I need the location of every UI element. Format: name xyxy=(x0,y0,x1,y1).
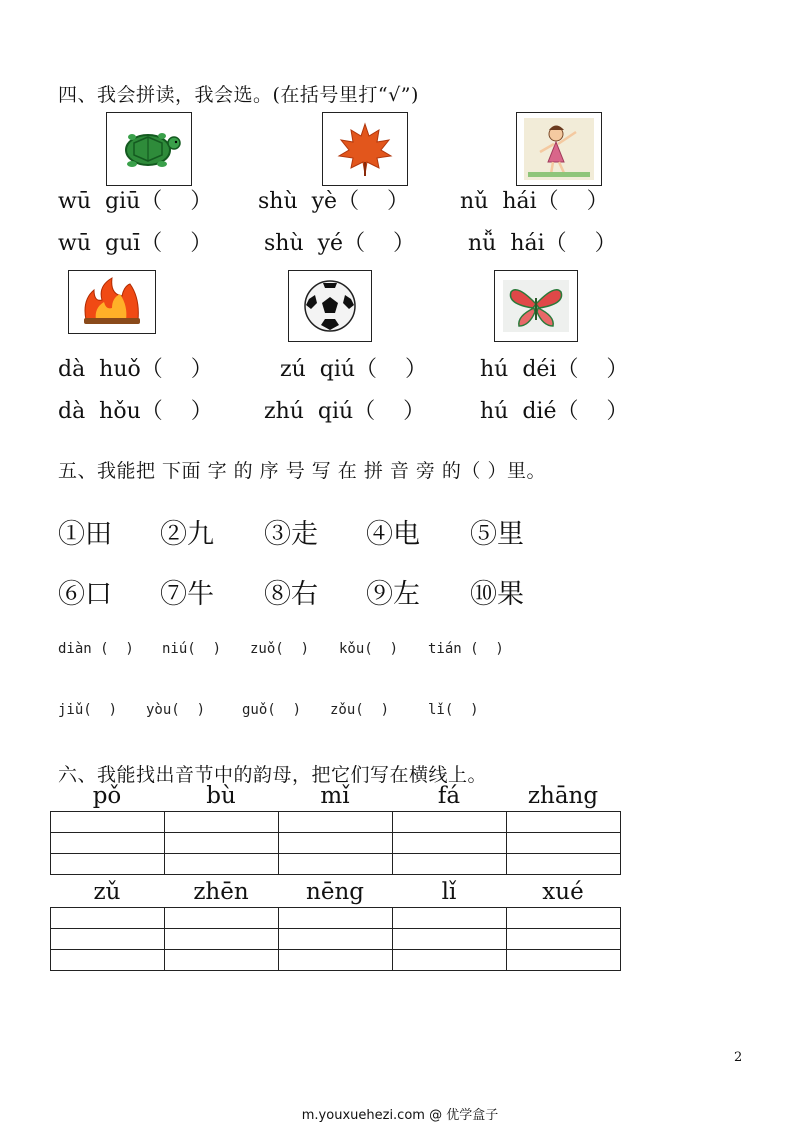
turtle-picture xyxy=(106,112,192,186)
pinyin-answer-slot[interactable]: jiǔ( ) xyxy=(58,702,118,718)
pinyin-row-3 xyxy=(0,352,800,382)
answer-cell[interactable] xyxy=(507,929,621,950)
answer-cell[interactable] xyxy=(165,854,279,875)
maple-leaf-picture xyxy=(322,112,408,186)
numbered-char: ①田 xyxy=(58,519,112,550)
answer-cell[interactable] xyxy=(51,854,165,875)
answer-cell[interactable] xyxy=(393,929,507,950)
syllable: zhāng xyxy=(527,783,599,809)
syllable: nēng xyxy=(306,879,364,905)
answer-cell[interactable] xyxy=(507,908,621,929)
numbered-char: ⑦牛 xyxy=(160,579,214,610)
pinyin-row-2 xyxy=(0,226,800,256)
fire-picture xyxy=(68,270,156,334)
answer-cell[interactable] xyxy=(165,950,279,971)
answer-cell[interactable] xyxy=(165,833,279,854)
answer-cell[interactable] xyxy=(51,812,165,833)
answer-cell[interactable] xyxy=(51,950,165,971)
numbered-char: ⑩果 xyxy=(470,579,524,610)
numbered-char: ②九 xyxy=(160,519,214,550)
pinyin-option[interactable]: dà hǒu（ ） xyxy=(58,399,213,424)
pinyin-option[interactable]: shù yè（ ） xyxy=(258,189,410,214)
answer-cell[interactable] xyxy=(507,833,621,854)
answer-cell[interactable] xyxy=(393,950,507,971)
section4-title: 四、我会拼读，我会选。(在括号里打“√”) xyxy=(58,84,419,106)
fire-icon xyxy=(76,276,148,328)
pinyin-option[interactable]: hú dié（ ） xyxy=(480,399,629,424)
answer-cell[interactable] xyxy=(393,812,507,833)
syllable: lǐ xyxy=(441,879,457,905)
pinyin-option[interactable]: hú déi（ ） xyxy=(480,357,629,382)
answer-cell[interactable] xyxy=(507,950,621,971)
pinyin-answer-slot[interactable]: kǒu( ) xyxy=(339,641,399,657)
answer-cell[interactable] xyxy=(279,908,393,929)
girl-picture xyxy=(516,112,602,186)
answer-cell[interactable] xyxy=(507,854,621,875)
answer-cell[interactable] xyxy=(279,854,393,875)
answer-cell[interactable] xyxy=(51,833,165,854)
answer-cell[interactable] xyxy=(165,812,279,833)
pinyin-option[interactable]: dà huǒ（ ） xyxy=(58,357,213,382)
pinyin-row-1 xyxy=(0,184,800,214)
pinyin-option[interactable]: zhú qiú（ ） xyxy=(264,399,426,424)
pinyin-option[interactable]: wū giū（ ） xyxy=(58,189,213,214)
section5-title: 五、我能把 下面 字 的 序 号 写 在 拼 音 旁 的（ ）里。 xyxy=(58,460,546,482)
soccer-ball-picture xyxy=(288,270,372,342)
pinyin-row-4 xyxy=(0,394,800,424)
answer-cell[interactable] xyxy=(51,908,165,929)
answer-cell[interactable] xyxy=(165,929,279,950)
pinyin-answer-slot[interactable]: lǐ( ) xyxy=(428,702,479,718)
syllable: xué xyxy=(542,879,584,905)
answer-cell[interactable] xyxy=(393,854,507,875)
pinyin-option[interactable]: wū guī（ ） xyxy=(58,231,213,256)
pinyin-answer-slot[interactable]: diàn ( ) xyxy=(58,641,134,657)
soccer-ball-icon xyxy=(301,277,359,335)
page-number: 2 xyxy=(734,1050,743,1065)
maple-leaf-icon xyxy=(335,120,395,178)
pinyin-option[interactable]: nǚ hái（ ） xyxy=(468,231,617,256)
numbered-char: ⑨左 xyxy=(366,579,420,610)
pinyin-answer-slot[interactable]: yòu( ) xyxy=(146,702,206,718)
pinyin-option[interactable]: zú qiú（ ） xyxy=(280,357,428,382)
numbered-char: ⑤里 xyxy=(470,519,524,550)
section6-title: 六、我能找出音节中的韵母，把它们写在横线上。 xyxy=(58,764,488,786)
answer-cell[interactable] xyxy=(393,833,507,854)
answer-cell[interactable] xyxy=(279,950,393,971)
pinyin-answer-slot[interactable]: tián ( ) xyxy=(428,641,504,657)
answer-grid-2 xyxy=(50,907,621,971)
syllable: bù xyxy=(206,783,236,809)
girl-icon xyxy=(524,118,594,180)
pinyin-option[interactable]: nǔ hái（ ） xyxy=(460,189,609,214)
numbered-char: ⑥口 xyxy=(58,579,112,610)
syllable: fá xyxy=(437,783,461,809)
syllable: mǐ xyxy=(320,783,350,809)
pinyin-answer-slot[interactable]: zǒu( ) xyxy=(330,702,390,718)
syllable: pǒ xyxy=(92,783,122,809)
answer-cell[interactable] xyxy=(51,929,165,950)
answer-cell[interactable] xyxy=(279,812,393,833)
numbered-char: ④电 xyxy=(366,519,420,550)
answer-cell[interactable] xyxy=(507,812,621,833)
answer-cell[interactable] xyxy=(279,929,393,950)
answer-grid-1 xyxy=(50,811,621,875)
turtle-icon xyxy=(114,123,184,175)
numbered-char: ⑧右 xyxy=(264,579,318,610)
butterfly-icon xyxy=(503,280,569,332)
numbered-char: ③走 xyxy=(264,519,318,550)
pinyin-answer-slot[interactable]: guǒ( ) xyxy=(242,702,302,718)
answer-cell[interactable] xyxy=(279,833,393,854)
pinyin-answer-slot[interactable]: zuǒ( ) xyxy=(250,641,310,657)
answer-cell[interactable] xyxy=(165,908,279,929)
butterfly-picture xyxy=(494,270,578,342)
pinyin-answer-slot[interactable]: niú( ) xyxy=(162,641,222,657)
pinyin-option[interactable]: shù yé（ ） xyxy=(264,231,416,256)
syllable: zhēn xyxy=(193,879,249,905)
footer-watermark: m.youxuehezi.com @ 优学盒子 xyxy=(301,1108,499,1123)
answer-cell[interactable] xyxy=(393,908,507,929)
syllable: zǔ xyxy=(93,879,121,905)
